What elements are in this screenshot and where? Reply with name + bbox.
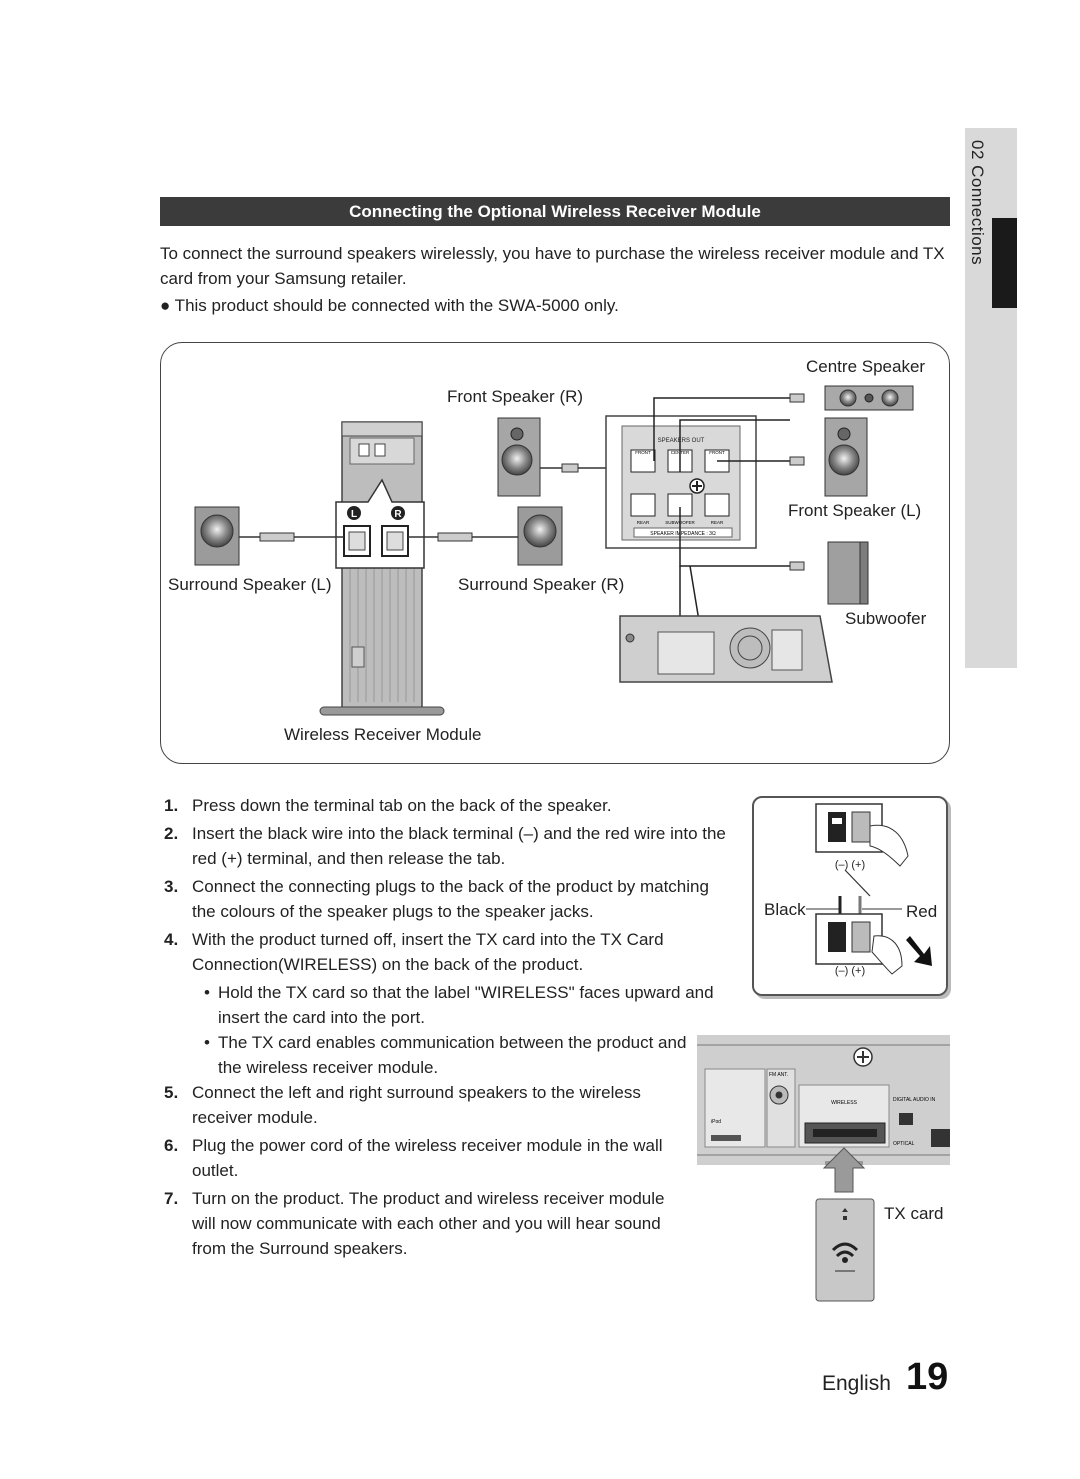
chapter-label: 02 Connections bbox=[968, 140, 987, 266]
polarity-bottom-label: (–) (+) bbox=[834, 965, 866, 977]
step-text: Press down the terminal tab on the back of the speaker. bbox=[192, 796, 612, 815]
wireless-module-label: Wireless Receiver Module bbox=[284, 725, 482, 744]
digital-audio-in-label: DIGITAL AUDIO IN bbox=[893, 1097, 936, 1103]
speakers-out-panel bbox=[606, 416, 756, 548]
jack-center-label: CENTER bbox=[670, 450, 690, 455]
jack-subwoofer-label: SUBWOOFER bbox=[665, 520, 695, 525]
step-number: 7. bbox=[164, 1189, 179, 1208]
step-text: Connect the left and right surround speakers to the wireless receiver module. bbox=[192, 1083, 641, 1127]
terminal-l-badge: L bbox=[350, 509, 358, 520]
terminal-r-badge: R bbox=[394, 509, 402, 520]
jack-front-l-label: FRONT bbox=[635, 450, 651, 455]
black-wire-label: Black bbox=[764, 900, 806, 919]
surround-speaker-r bbox=[518, 507, 562, 565]
subwoofer-label: Subwoofer bbox=[845, 609, 927, 628]
intro-paragraph: To connect the surround speakers wirelessly, you have to purchase the wireless receiver module and TX card from your Samsung retailer. bbox=[160, 244, 945, 288]
step-number: 2. bbox=[164, 824, 179, 843]
tx-card-illustration bbox=[815, 1198, 875, 1302]
speakers-out-label: SPEAKERS OUT bbox=[657, 438, 705, 444]
connection-diagram-illustration bbox=[160, 342, 950, 764]
sub-bullet-text: The TX card enables communication between the product and the wireless receiver module. bbox=[218, 1033, 687, 1077]
surround-speaker-l bbox=[195, 507, 239, 565]
step-item bbox=[160, 927, 730, 977]
step-text: Insert the black wire into the black terminal (–) and the red wire into the red (+) terminal, and then release the tab. bbox=[192, 824, 726, 868]
speaker-impedance-label: SPEAKER IMPEDANCE : 3Ω bbox=[650, 531, 716, 537]
step-sub-bullet bbox=[160, 980, 730, 1030]
jack-rear-l-label: REAR bbox=[636, 520, 650, 525]
bullet-icon: • bbox=[204, 983, 210, 1002]
wireless-port-label: WIRELESS bbox=[831, 1100, 857, 1106]
compatibility-note: ● This product should be connected with the SWA-5000 only. bbox=[160, 296, 619, 315]
step-item bbox=[160, 1080, 672, 1130]
surround-speaker-r-label: Surround Speaker (R) bbox=[458, 575, 625, 594]
step-item bbox=[160, 1186, 672, 1261]
sub-bullet-text: Hold the TX card so that the label "WIRELESS" faces upward and insert the card into the port. bbox=[218, 983, 714, 1027]
centre-speaker bbox=[825, 386, 913, 410]
instruction-steps bbox=[160, 793, 730, 1264]
step-text: Turn on the product. The product and wireless receiver module will now communicate with each other and you will hear sound from the Surround speakers. bbox=[192, 1189, 665, 1258]
wireless-receiver-module bbox=[320, 422, 444, 715]
step-number: 4. bbox=[164, 930, 179, 949]
step-number: 1. bbox=[164, 796, 179, 815]
terminal-inset-illustration bbox=[752, 796, 948, 996]
step-item bbox=[160, 1133, 672, 1183]
step-number: 5. bbox=[164, 1083, 179, 1102]
step-item bbox=[160, 793, 730, 818]
centre-speaker-label: Centre Speaker bbox=[806, 357, 926, 376]
optical-port-label: OPTICAL bbox=[893, 1141, 915, 1147]
front-speaker-r bbox=[498, 418, 540, 496]
bullet-icon: • bbox=[204, 1033, 210, 1052]
red-wire-label: Red bbox=[906, 902, 938, 921]
step-item bbox=[160, 874, 730, 924]
insert-arrow-icon bbox=[822, 1146, 866, 1194]
step-number: 3. bbox=[164, 877, 179, 896]
step-text: Plug the power cord of the wireless receiver module in the wall outlet. bbox=[192, 1136, 663, 1180]
step-sub-bullet bbox=[160, 1030, 688, 1080]
footer-language: English bbox=[822, 1372, 891, 1395]
step-item bbox=[160, 821, 730, 871]
chapter-side-tab-marker bbox=[992, 218, 1017, 308]
jack-rear-r-label: REAR bbox=[710, 520, 724, 525]
subwoofer bbox=[828, 542, 868, 604]
jack-front-r-label: FRONT bbox=[709, 450, 725, 455]
ipod-port-label: iPod bbox=[711, 1119, 722, 1125]
polarity-top-label: (–) (+) bbox=[834, 859, 866, 871]
step-text: With the product turned off, insert the TX card into the TX Card Connection(WIRELESS) on the back of the product. bbox=[192, 930, 664, 974]
front-speaker-l bbox=[825, 418, 867, 496]
fm-ant-label: FM ANT. bbox=[769, 1072, 789, 1078]
tx-card-label: TX card bbox=[884, 1204, 944, 1223]
front-speaker-l-label: Front Speaker (L) bbox=[788, 501, 922, 520]
section-title: Connecting the Optional Wireless Receiver Module bbox=[160, 197, 950, 226]
main-unit-rear bbox=[620, 616, 832, 682]
surround-speaker-l-label: Surround Speaker (L) bbox=[168, 575, 332, 594]
page-number: 19 bbox=[906, 1356, 949, 1398]
front-speaker-r-label: Front Speaker (R) bbox=[447, 387, 584, 406]
step-number: 6. bbox=[164, 1136, 179, 1155]
step-text: Connect the connecting plugs to the back of the product by matching the colours of the speaker plugs to the speaker jacks. bbox=[192, 877, 709, 921]
